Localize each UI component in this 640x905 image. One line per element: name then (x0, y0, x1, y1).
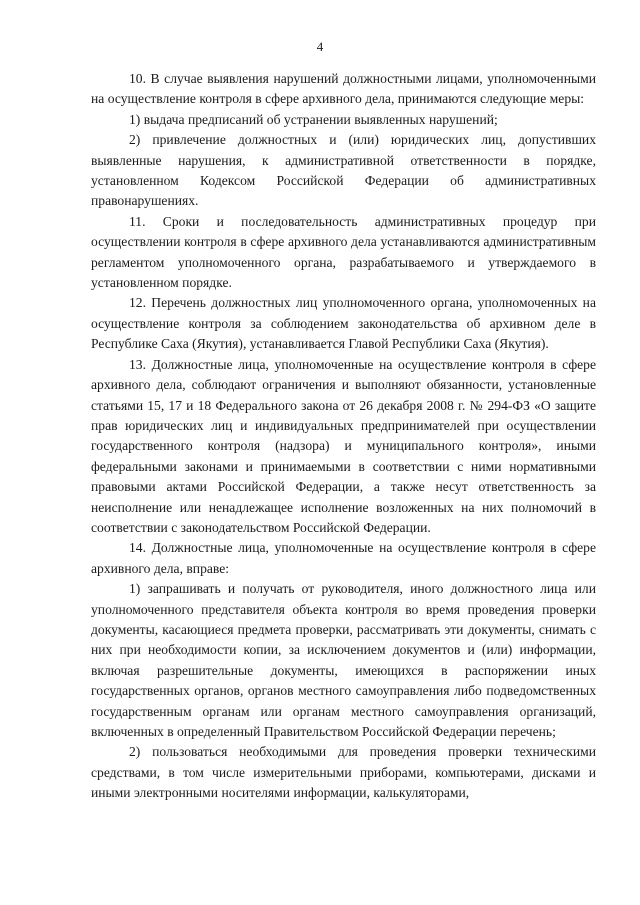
paragraph-11: 11. Сроки и последовательность административных процедур при осуществлении контроля в сфере архивного дела устанавливаются административным регламентом уполномоченного органа, разрабатываемого и утверждаемого в установленном порядке. (91, 213, 596, 291)
document-body (91, 69, 596, 804)
paragraph-10: 10. В случае выявления нарушений должностными лицами, уполномоченными на осуществление контроля в сфере архивного дела, принимаются следующие меры: (91, 71, 596, 107)
paragraph-14-item-2: 2) пользоваться необходимыми для проведения проверки техническими средствами, в том числе измерительными приборами, компьютерами, дисками и иными электронными носителями информации, калькуляторами, (91, 744, 596, 801)
paragraph-14: 14. Должностные лица, уполномоченные на осуществление контроля в сфере архивного дела, вправе: (91, 540, 596, 576)
paragraph-10-item-1: 1) выдача предписаний об устранении выявленных нарушений; (129, 111, 498, 127)
page-number: 4 (316, 39, 324, 54)
paragraph-10-item-2: 2) привлечение должностных и (или) юридических лиц, допустивших выявленные нарушения, к административной ответственности в порядке, установленном Кодексом Российской Федерации об административных правонарушениях. (91, 132, 596, 209)
paragraph-12: 12. Перечень должностных лиц уполномоченного органа, уполномоченных на осуществление контроля за соблюдением законодательства об архивном деле в Республике Саха (Якутия), устанавливается Главой Республики Саха (Якутия). (91, 295, 596, 352)
paragraph-14-item-1: 1) запрашивать и получать от руководителя, иного должностного лица или уполномоченного представителя объекта контроля во время проведения проверки документы, касающиеся предмета проверки, рассматривать эти документы, снимать с них при необходимости копии, за исключением документов и (или) информации, включая разрешительные документы, имеющихся в распоряжении иных государственных органов, органов местного самоуправления либо подведомственных государственным органам или органам местного самоуправления организаций, включенных в определенный Правительством Российской Федерации перечень; (91, 581, 596, 739)
paragraph-13: 13. Должностные лица, уполномоченные на осуществление контроля в сфере архивного дела, соблюдают ограничения и выполняют обязанности, установленные статьями 15, 17 и 18 Федерального закона от 26 декабря 2008 г. № 294-ФЗ «О защите прав юридических лиц и индивидуальных предпринимателей при осуществлении государственного контроля (надзора) и муниципального контроля», иными федеральными законами и принимаемыми в соответствии с ними нормативными правовыми актами Российской Федерации, а также несут ответственность за неисполнение или ненадлежащее исполнение возложенных на них полномочий в соответствии с законодательством Российской Федерации. (91, 356, 596, 535)
